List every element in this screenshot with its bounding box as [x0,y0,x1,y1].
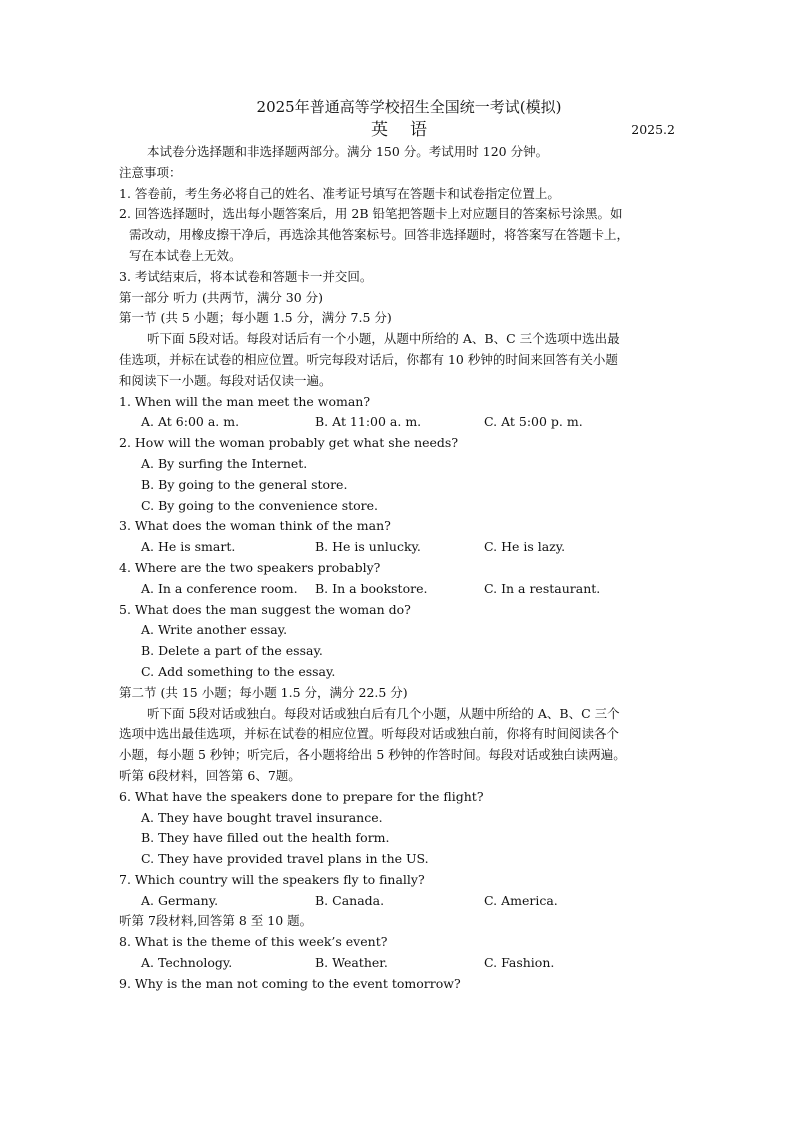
option-b: B. By going to the general store. [141,476,348,492]
intro-text: 本试卷分选择题和非选择题两部分。满分 150 分。考试用时 120 分钟。 [147,144,549,159]
notice-item: 需改动，用橡皮擦干净后，再选涂其他答案标号。回答非选择题时，将答案写在答题卡上， [129,227,630,243]
option-a: A. By surfing the Internet. [141,455,308,471]
option-b: B. At 11:00 a. m. [315,414,422,430]
option-c: C. By going to the convenience store. [141,497,379,513]
option-c: C. At 5:00 p. m. [484,414,583,430]
section-heading: 第一节 (共 5 小题；每小题 1.5 分，满分 7.5 分) [119,310,392,326]
option-a: A. Germany. [141,892,219,908]
notice-item: 1. 答卷前，考生务必将自己的姓名、准考证号填写在答题卡和试卷指定位置上。 [119,185,560,201]
notice-title: 注意事项： [119,164,182,180]
notice-item: 3. 考试结束后，将本试卷和答题卡一并交回。 [119,268,373,284]
option-row [119,953,679,974]
part-heading: 第一部分 听力 (共两节，满分 30 分) [119,289,324,305]
option-row [119,412,679,433]
notice-item: 2. 回答选择题时，选出每小题答案后，用 2B 铅笔把答题卡上对应题目的答案标号涂黑。如 [119,206,623,222]
section-directions: 佳选项，并标在试卷的相应位置。听完每段对话后，你都有 10 秒钟的时间来回答有关小题 [119,351,618,367]
question-stem: 6. What have the speakers done to prepare for the flight? [119,788,484,804]
option-a: A. He is smart. [141,539,236,555]
option-c: C. He is lazy. [484,539,566,555]
question-stem: 8. What is the theme of this week’s event? [119,934,388,950]
question-stem: 9. Why is the man not coming to the event tomorrow? [119,975,461,991]
option-a: A. Technology. [141,955,233,971]
option-row [119,579,679,600]
option-b: B. In a bookstore. [315,580,428,596]
option-c: C. Add something to the essay. [141,663,336,679]
question-stem: 1. When will the man meet the woman? [119,393,371,409]
question-stem: 2. How will the woman probably get what she needs? [119,435,459,451]
option-c: C. In a restaurant. [484,580,601,596]
notice-item: 写在本试卷上无效。 [129,247,242,263]
question-stem: 4. Where are the two speakers probably? [119,559,381,575]
exam-page [119,96,679,995]
option-b: B. Weather. [315,955,388,971]
question-stem: 3. What does the woman think of the man? [119,518,391,534]
question-stem: 5. What does the man suggest the woman do? [119,601,411,617]
material-instruction: 听第 6段材料，回答第 6、7题。 [119,767,301,783]
option-a: A. Write another essay. [141,622,288,638]
section-directions: 和阅读下一小题。每段对话仅读一遍。 [119,372,332,388]
option-c: C. America. [484,892,558,908]
subject-title: 英语 [371,120,449,140]
option-c: C. Fashion. [484,955,555,971]
material-instruction: 听第 7段材料,回答第 8 至 10 题。 [119,913,313,929]
option-b: B. Delete a part of the essay. [141,643,323,659]
section-directions: 听下面 5段对话或独白。每段对话或独白后有几个小题，从题中所给的 A、B、C 三个 [147,705,620,721]
option-c: C. They have provided travel plans in the US. [141,851,429,867]
option-row [119,891,679,912]
section-directions: 小题，每小题 5 秒钟；听完后，各小题将给出 5 秒钟的作答时间。每段对话或独白读两遍。 [119,747,626,763]
option-a: A. In a conference room. [141,580,298,596]
section-heading: 第二节 (共 15 小题；每小题 1.5 分，满分 22.5 分) [119,684,408,700]
exam-title: 2025年普通高等学校招生全国统一考试(模拟) [256,98,562,116]
question-stem: 7. Which country will the speakers fly to finally? [119,871,425,887]
option-a: A. They have bought travel insurance. [141,809,383,825]
option-b: B. They have filled out the health form. [141,830,390,846]
subject-row [119,118,679,142]
option-b: B. Canada. [315,892,385,908]
option-a: A. At 6:00 a. m. [141,414,240,430]
section-directions: 选项中选出最佳选项，并标在试卷的相应位置。听每段对话或独白前，你将有时间阅读各个 [119,726,620,742]
exam-date: 2025.2 [631,122,675,137]
option-b: B. He is unlucky. [315,539,421,555]
section-directions: 听下面 5段对话。每段对话后有一个小题，从题中所给的 A、B、C 三个选项中选出最 [147,331,620,347]
option-row [119,537,679,558]
